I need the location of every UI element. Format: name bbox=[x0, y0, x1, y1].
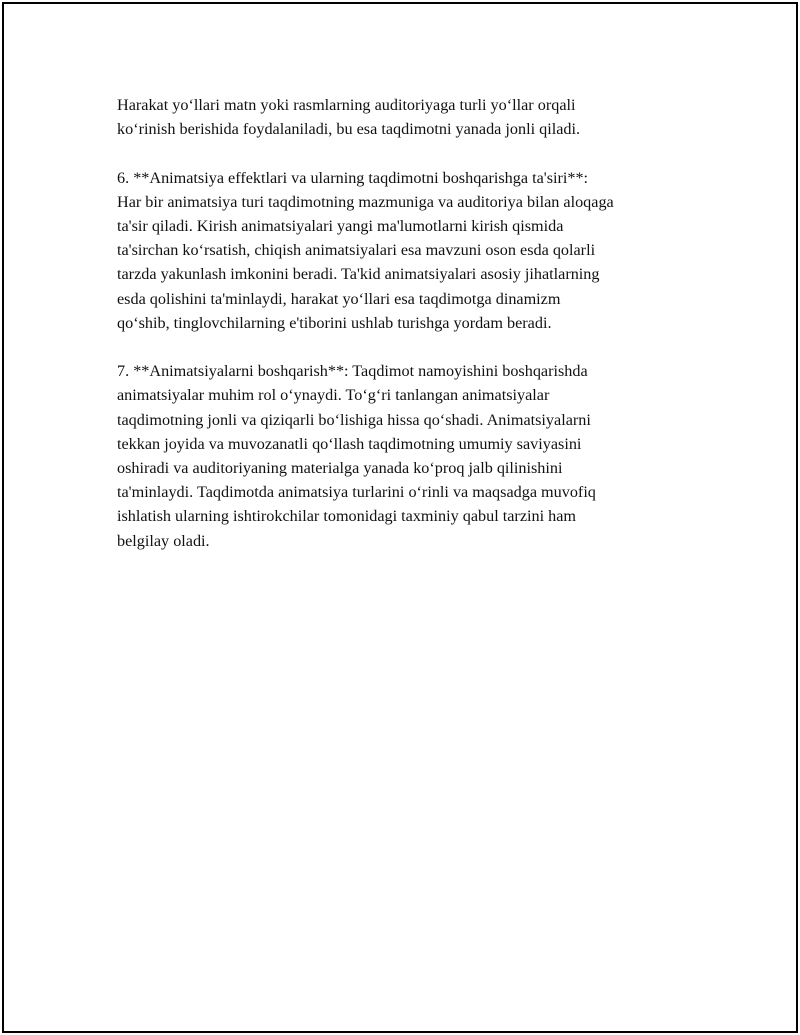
text-line: belgilay oladi. bbox=[117, 531, 210, 550]
document-body bbox=[117, 93, 697, 577]
text-line: Har bir animatsiya turi taqdimotning mazmuniga va auditoriya bilan aloqaga bbox=[117, 192, 614, 211]
text-line: ta'minlaydi. Taqdimotda animatsiya turlarini o‘rinli va maqsadga muvofiq bbox=[117, 483, 596, 502]
text-line: animatsiyalar muhim rol o‘ynaydi. To‘g‘ri tanlangan animatsiyalar bbox=[117, 386, 550, 405]
text-line: oshiradi va auditoriyaning materialga yanada ko‘proq jalb qilinishini bbox=[117, 459, 563, 478]
paragraph-animation-effects bbox=[117, 166, 697, 335]
text-line: 6. **Animatsiya effektlari va ularning taqdimotni boshqarishga ta'siri**: bbox=[117, 168, 589, 187]
text-line: 7. **Animatsiyalarni boshqarish**: Taqdimot namoyishini boshqarishda bbox=[117, 362, 588, 381]
text-line: qo‘shib, tinglovchilarning e'tiborini ushlab turishga yordam beradi. bbox=[117, 313, 552, 332]
text-line: tekkan joyida va muvozanatli qo‘llash taqdimotning umumiy saviyasini bbox=[117, 434, 582, 453]
text-line: ta'sir qiladi. Kirish animatsiyalari yangi ma'lumotlarni kirish qismida bbox=[117, 217, 564, 235]
paragraph-animation-control bbox=[117, 359, 697, 553]
paragraph-motion-paths bbox=[117, 93, 697, 141]
text-line: Harakat yo‘llari matn yoki rasmlarning auditoriyaga turli yo‘llar orqali bbox=[117, 96, 576, 114]
text-line: ishlatish ularning ishtirokchilar tomonidagi taxminiy qabul tarzini ham bbox=[117, 507, 577, 526]
text-line: taqdimotning jonli va qiziqarli bo‘lishiga hissa qo‘shadi. Animatsiyalarni bbox=[117, 410, 591, 429]
text-line: ta'sirchan ko‘rsatish, chiqish animatsiyalari esa mavzuni oson esda qolarli bbox=[117, 241, 596, 260]
text-line: ko‘rinish berishida foydalaniladi, bu esa taqdimotni yanada jonli qiladi. bbox=[117, 120, 581, 139]
text-line: tarzda yakunlash imkonini beradi. Ta'kid animatsiyalari asosiy jihatlarning bbox=[117, 265, 600, 284]
text-line: esda qolishini ta'minlaydi, harakat yo‘llari esa taqdimotga dinamizm bbox=[117, 289, 561, 308]
